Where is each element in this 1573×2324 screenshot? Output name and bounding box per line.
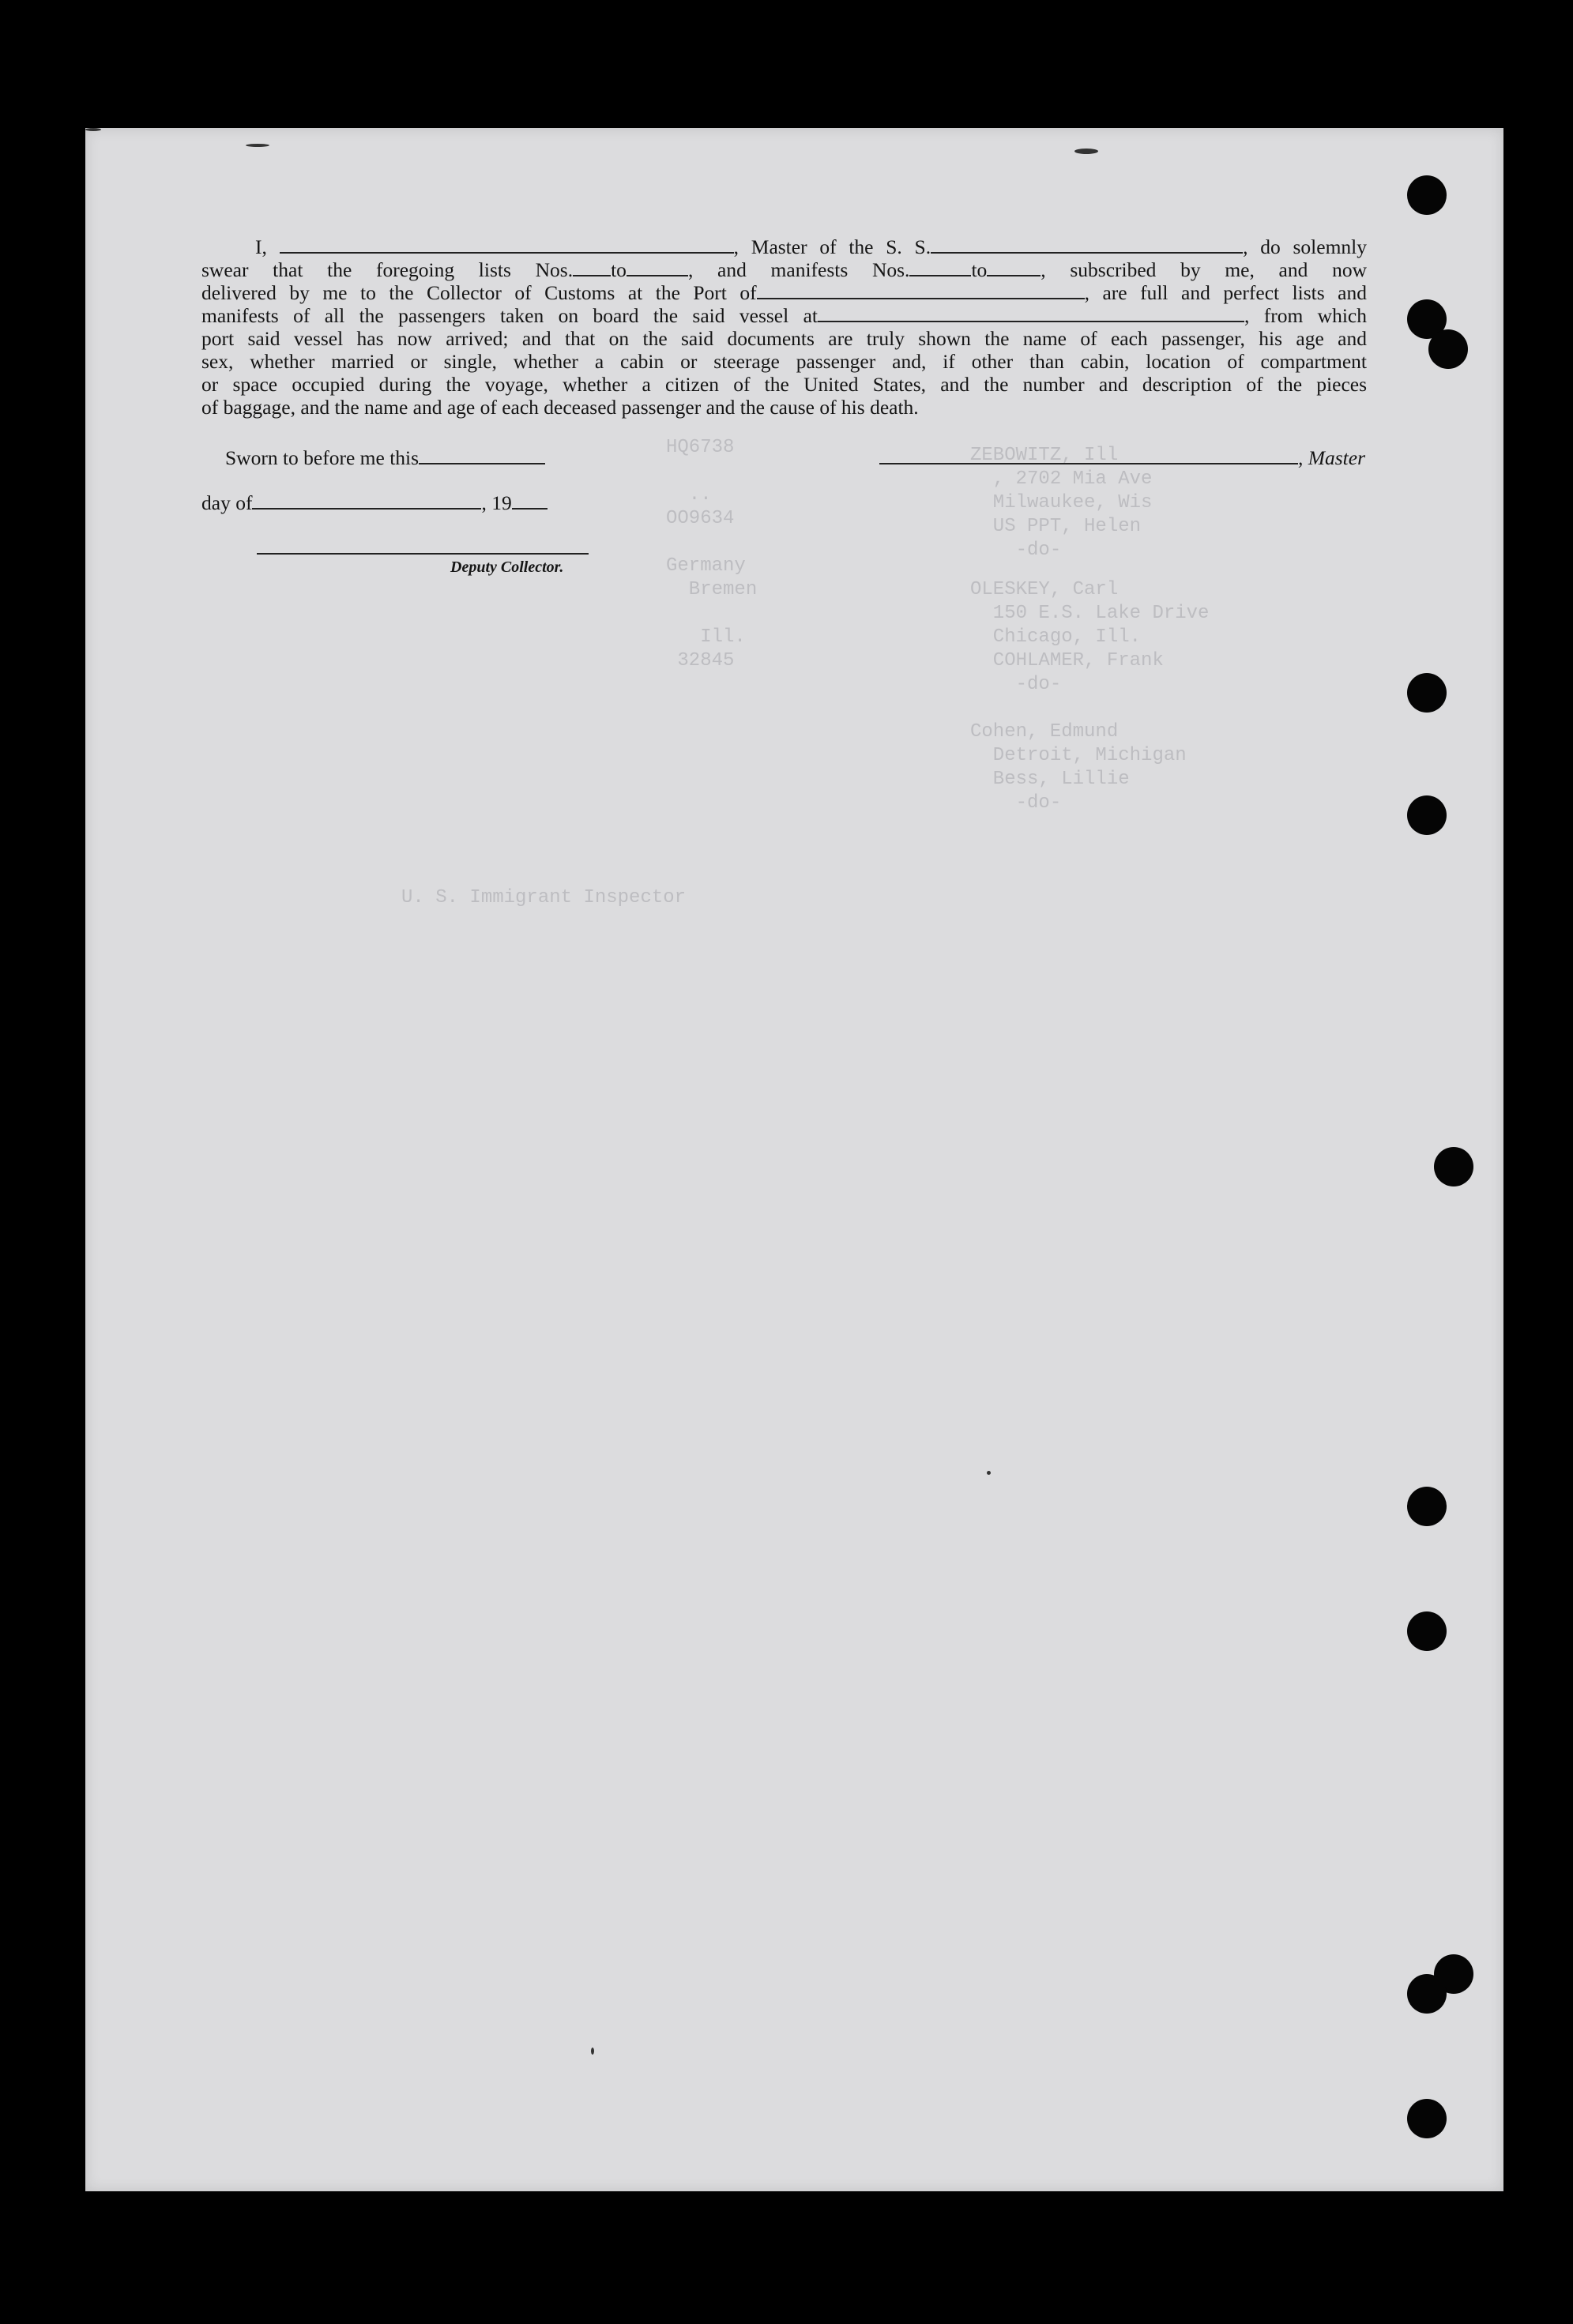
ship-name-field[interactable] <box>931 238 1243 254</box>
punch-hole <box>1407 673 1447 713</box>
oath-text: , from which <box>1244 304 1368 327</box>
punch-hole <box>1407 1487 1447 1526</box>
oath-text: , subscribed by me, and now <box>1041 258 1367 281</box>
oath-line-1 <box>201 235 1367 258</box>
ink-speck <box>85 128 101 131</box>
punch-hole <box>1407 795 1447 835</box>
sworn-line <box>225 446 545 470</box>
sworn-label: Sworn to before me this <box>225 446 420 469</box>
master-label: , Master <box>1298 446 1365 469</box>
oath-line-6: sex, whether married or single, whether a cabin or steerage passenger and, if other than cabin, location of compartment <box>201 350 1367 373</box>
master-signature-field[interactable] <box>879 449 1298 464</box>
list-from-field[interactable] <box>573 261 611 276</box>
manifest-from-field[interactable] <box>909 261 971 276</box>
oath-line-3 <box>201 281 1367 304</box>
list-to-field[interactable] <box>627 261 688 276</box>
month-field[interactable] <box>252 494 481 510</box>
oath-text: to <box>971 258 988 281</box>
year-label: , 19 <box>481 491 512 514</box>
embark-port-field[interactable] <box>818 306 1244 322</box>
punch-hole <box>1407 175 1447 215</box>
bleed-through-footer: U. S. Immigrant Inspector <box>401 887 687 908</box>
manifest-to-field[interactable] <box>987 261 1041 276</box>
year-field[interactable] <box>512 494 548 510</box>
sworn-day-field[interactable] <box>419 449 545 464</box>
deputy-collector-label: Deputy Collector. <box>450 558 564 576</box>
date-line <box>201 491 548 515</box>
master-name-field[interactable] <box>280 238 734 254</box>
oath-text: , Master of the S. S. <box>733 235 931 258</box>
ink-speck <box>246 144 269 147</box>
punch-hole <box>1407 2099 1447 2138</box>
oath-text: to <box>611 258 627 281</box>
oath-line-4 <box>201 304 1367 327</box>
deputy-collector-signature-field[interactable] <box>257 553 589 555</box>
document-page <box>85 128 1503 2191</box>
oath-line-7: or space occupied during the voyage, whether a citizen of the United States, and the number and description of the pieces <box>201 373 1367 396</box>
ink-speck <box>591 2048 594 2055</box>
punch-hole <box>1434 1147 1473 1186</box>
oath-text: delivered by me to the Collector of Customs at the Port of <box>201 281 757 304</box>
oath-line-2 <box>201 258 1367 281</box>
punch-hole <box>1407 1611 1447 1651</box>
ink-speck <box>1074 149 1098 154</box>
oath-text: , do solemnly <box>1243 235 1368 258</box>
oath-text: , are full and perfect lists and <box>1084 281 1367 304</box>
day-of-label: day of <box>201 491 253 514</box>
port-field[interactable] <box>757 284 1085 299</box>
oath-text: swear that the foregoing lists Nos. <box>201 258 574 281</box>
oath-line-8: of baggage, and the name and age of each deceased passenger and the cause of his death. <box>201 396 919 419</box>
master-signature-line <box>879 446 1365 470</box>
punch-hole <box>1407 1974 1447 2014</box>
punch-hole <box>1428 329 1468 369</box>
oath-text: manifests of all the passengers taken on board the said vessel at <box>201 304 818 327</box>
ink-speck <box>987 1471 991 1475</box>
oath-text: , and manifests Nos. <box>687 258 910 281</box>
oath-paragraph <box>201 235 1367 419</box>
bleed-through-block: OLESKEY, Carl 150 E.S. Lake Drive Chicago, Ill. COHLAMER, Frank -do- <box>970 579 1210 695</box>
bleed-through-block: ZEBOWITZ, Ill , 2702 Mia Ave Milwaukee, Wis US PPT, Helen -do- <box>970 445 1153 561</box>
oath-pronoun: I, <box>255 235 267 258</box>
bleed-through-col: HQ6738 .. OO9634 Germany Bremen Ill. 32845 <box>666 437 758 671</box>
oath-line-5: port said vessel has now arrived; and that on the said documents are truly shown the name of each passenger, his age and <box>201 327 1367 350</box>
bleed-through-block: Cohen, Edmund Detroit, Michigan Bess, Lillie -do- <box>970 721 1187 814</box>
